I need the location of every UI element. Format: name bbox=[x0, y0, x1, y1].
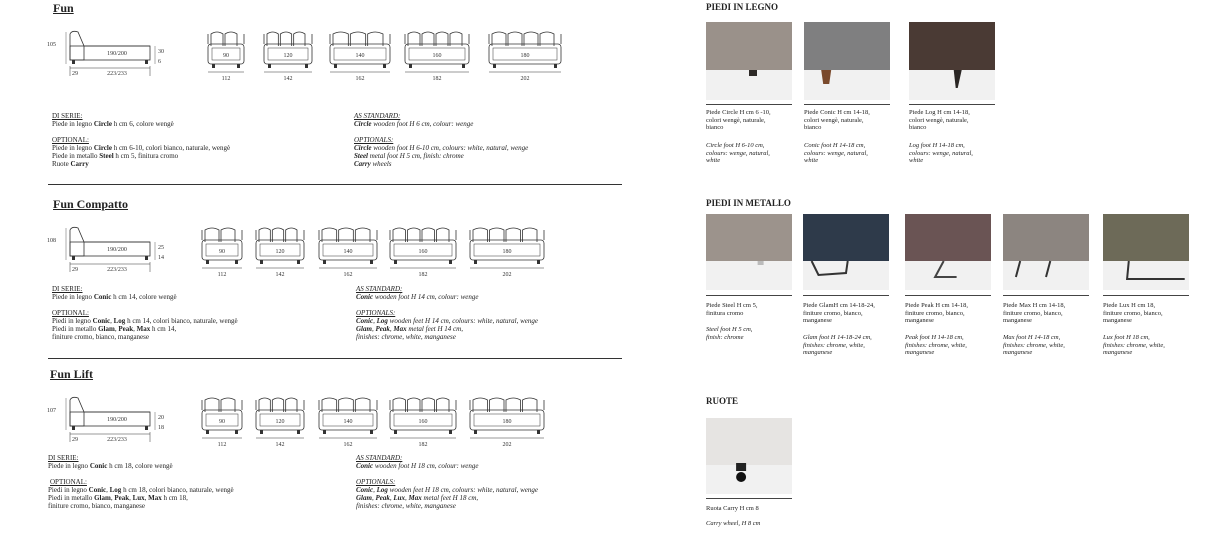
caption-divider bbox=[706, 295, 792, 296]
optional-line-seg: h cm 14, colori bianco, naturale, wengè bbox=[125, 317, 238, 325]
optional-line-seg: Conic bbox=[88, 486, 107, 494]
di-serie-text-seg: Piede in legno bbox=[48, 462, 90, 470]
width-label: 140 bbox=[343, 249, 353, 255]
wood-foot-caption-en bbox=[909, 142, 999, 165]
optional-line-seg: Peak bbox=[118, 325, 134, 333]
metal-foot-caption bbox=[706, 302, 796, 317]
di-serie-text-seg: Piede in legno bbox=[52, 293, 94, 301]
caption-it: colori wengè, naturale, bbox=[706, 116, 766, 124]
dimension-label: 190/200 bbox=[107, 417, 127, 423]
total-width-label: 112 bbox=[221, 76, 231, 82]
caption-it: finiture cromo, bianco, bbox=[1103, 309, 1163, 317]
di-serie-text-seg: h cm 14, colore wengè bbox=[111, 293, 177, 301]
metal-foot-caption-en bbox=[1103, 334, 1193, 357]
as-standard-text bbox=[356, 462, 479, 470]
wheel-photo bbox=[706, 418, 792, 494]
caption-en: manganese bbox=[1003, 349, 1033, 356]
bed-side-drawing bbox=[48, 396, 178, 444]
metal-foot-caption-en bbox=[1003, 334, 1093, 357]
total-width-label: 202 bbox=[502, 442, 512, 448]
total-width-label: 162 bbox=[343, 272, 353, 278]
optionals-line-seg: Circle bbox=[354, 144, 372, 152]
caption-it: Piede Circle H cm 6 -10, bbox=[706, 109, 771, 116]
dimension-label: 29 bbox=[72, 71, 78, 77]
caption-divider bbox=[1103, 295, 1189, 296]
bed-top-drawing bbox=[328, 30, 392, 82]
caption-it: manganese bbox=[803, 317, 832, 324]
optionals-line bbox=[354, 160, 392, 168]
as-standard-text-seg: Circle bbox=[354, 120, 372, 128]
caption-en: finishes: chrome, white, bbox=[803, 341, 865, 349]
caption-it: finitura cromo bbox=[706, 309, 744, 317]
width-label: 120 bbox=[275, 419, 285, 425]
bed-top-drawing bbox=[317, 226, 379, 278]
optional-line-seg: , bbox=[110, 317, 114, 325]
caption-en: white bbox=[909, 157, 924, 164]
optional-line-seg: Piedi in metallo bbox=[52, 325, 99, 333]
total-width-label: 202 bbox=[520, 76, 530, 82]
optional-line: finiture cromo, bianco, manganese bbox=[52, 333, 149, 341]
optional-line-seg: Log bbox=[109, 486, 122, 494]
section-title-wheels: RUOTE bbox=[706, 396, 739, 406]
bed-top-drawing bbox=[262, 30, 314, 82]
optionals-line-seg: Max bbox=[393, 325, 407, 333]
optionals-line-seg: wooden feet H 14 cm, colours: white, natural, wenge bbox=[387, 317, 538, 325]
caption-en: Peak foot H 14-18 cm, bbox=[905, 334, 964, 341]
optional-label: OPTIONAL: bbox=[52, 136, 89, 144]
metal-foot-caption bbox=[905, 302, 995, 325]
optionals-line-seg: Glam bbox=[356, 494, 372, 502]
caption-divider bbox=[804, 104, 890, 105]
caption-en: Steel foot H 5 cm, bbox=[706, 326, 753, 333]
wood-foot-caption bbox=[706, 109, 796, 132]
metal-foot-caption bbox=[1003, 302, 1093, 325]
optionals-line bbox=[354, 144, 528, 152]
dimension-label: 190/200 bbox=[107, 247, 127, 253]
optionals-line-seg: , bbox=[373, 486, 377, 494]
caption-it: finiture cromo, bianco, bbox=[1003, 309, 1063, 317]
caption-en: colours: wenge, natural, bbox=[804, 149, 868, 157]
wood-foot-caption-en bbox=[804, 142, 894, 165]
optional-label: OPTIONAL: bbox=[52, 309, 89, 317]
optionals-line: finishes: chrome, white, manganese bbox=[356, 333, 456, 341]
optional-line-seg: Carry bbox=[70, 160, 89, 168]
metal-foot-caption-en bbox=[706, 326, 796, 341]
optionals-label: OPTIONALS: bbox=[354, 136, 394, 144]
di-serie-text-seg: Conic bbox=[89, 462, 108, 470]
product-title: Fun bbox=[53, 1, 74, 15]
caption-en: Circle foot H 6-10 cm, bbox=[706, 142, 765, 149]
dimension-label: 25 bbox=[158, 245, 164, 251]
dimension-label: 6 bbox=[158, 59, 161, 65]
optional-line-seg: Piedi in legno bbox=[52, 317, 93, 325]
caption-it: finiture cromo, bianco, bbox=[905, 309, 965, 317]
section-divider bbox=[48, 184, 622, 185]
caption-en: finishes: chrome, white, bbox=[1103, 341, 1165, 349]
dimension-label: 223/233 bbox=[107, 267, 127, 273]
width-label: 140 bbox=[343, 419, 353, 425]
total-width-label: 112 bbox=[217, 442, 227, 448]
optional-line-seg: Conic bbox=[92, 317, 111, 325]
optional-line-seg: Lux bbox=[132, 494, 145, 502]
caption-en: colours: wenge, natural, bbox=[706, 149, 770, 157]
caption-divider bbox=[706, 104, 792, 105]
optionals-label: OPTIONALS: bbox=[356, 478, 396, 486]
as-standard-text-seg: wooden foot H 14 cm, colour: wenge bbox=[373, 293, 479, 301]
caption-it: colori wengè, naturale, bbox=[804, 116, 864, 124]
bed-top-drawing bbox=[487, 30, 563, 82]
optional-line-seg: h cm 18, colori bianco, naturale, wengè bbox=[121, 486, 234, 494]
wood-foot-photo bbox=[706, 22, 792, 100]
width-label: 90 bbox=[219, 249, 225, 255]
optional-line-seg: Piedi in metallo bbox=[48, 494, 95, 502]
metal-foot-photo bbox=[905, 214, 991, 290]
total-width-label: 142 bbox=[283, 76, 293, 82]
optionals-line-seg: wheels bbox=[370, 160, 392, 168]
caption-divider bbox=[706, 498, 792, 499]
optional-line-seg: Ruote bbox=[52, 160, 71, 168]
dimension-label: 29 bbox=[72, 267, 78, 273]
optionals-line-seg: Max bbox=[408, 494, 422, 502]
di-serie-label: DI SERIE: bbox=[52, 285, 83, 293]
optional-line-seg: Glam bbox=[98, 325, 115, 333]
caption-it: Piede Peak H cm 14-18, bbox=[905, 302, 969, 309]
optionals-line bbox=[354, 152, 464, 160]
dimension-label: 107 bbox=[47, 408, 56, 414]
optionals-line-seg: Glam bbox=[356, 325, 372, 333]
di-serie-text-seg: Piede in legno bbox=[52, 120, 94, 128]
caption-it: Piede Steel H cm 5, bbox=[706, 302, 758, 309]
caption-divider bbox=[1003, 295, 1089, 296]
caption-en: Lux foot H 18 cm, bbox=[1103, 334, 1150, 341]
metal-foot-caption-en bbox=[803, 334, 893, 357]
optional-line-seg: h cm 5, finitura cromo bbox=[113, 152, 179, 160]
metal-foot-caption bbox=[803, 302, 893, 325]
caption-en: colours: wenge, natural, bbox=[909, 149, 973, 157]
as-standard-text-seg: wooden foot H 6 cm, colour: wenge bbox=[371, 120, 474, 128]
optionals-line-seg: metal feet H 14 cm, bbox=[406, 325, 463, 333]
di-serie-text-seg: Circle bbox=[93, 120, 112, 128]
dimension-label: 190/200 bbox=[107, 51, 127, 57]
optionals-line-seg: , bbox=[389, 494, 394, 502]
bed-top-drawing bbox=[254, 226, 306, 278]
metal-foot-photo bbox=[1103, 214, 1189, 290]
di-serie-text bbox=[52, 293, 177, 301]
caption-it: Piede Log H cm 14-18, bbox=[909, 109, 970, 116]
as-standard-label: AS STANDARD: bbox=[356, 454, 403, 462]
total-width-label: 182 bbox=[418, 442, 428, 448]
optionals-line-seg: Peak bbox=[375, 494, 390, 502]
optionals-line-seg: , bbox=[371, 325, 376, 333]
caption-it: manganese bbox=[905, 317, 934, 324]
dimension-label: 14 bbox=[158, 255, 164, 261]
width-label: 140 bbox=[355, 53, 365, 59]
dimension-label: 108 bbox=[47, 238, 56, 244]
caption-it: bianco bbox=[804, 124, 822, 131]
as-standard-label: AS STANDARD: bbox=[354, 112, 401, 120]
caption-divider bbox=[909, 104, 995, 105]
optional-line bbox=[52, 152, 178, 160]
optionals-line bbox=[356, 494, 478, 502]
total-width-label: 162 bbox=[343, 442, 353, 448]
bed-top-drawing bbox=[200, 226, 244, 278]
caption-en: manganese bbox=[905, 349, 935, 356]
caption-it: manganese bbox=[1003, 317, 1032, 324]
optionals-line-seg: Peak bbox=[375, 325, 390, 333]
optionals-line-seg: Conic bbox=[356, 486, 374, 494]
bed-top-drawing bbox=[468, 396, 546, 448]
bed-side-drawing bbox=[48, 226, 178, 274]
bed-top-drawing bbox=[468, 226, 546, 278]
optional-line bbox=[52, 160, 89, 168]
caption-it: Piede Conic H cm 14-18, bbox=[804, 109, 870, 116]
optionals-line bbox=[356, 317, 538, 325]
caption-en: Conic foot H 14-18 cm, bbox=[804, 142, 866, 149]
optional-line bbox=[52, 325, 176, 333]
total-width-label: 182 bbox=[418, 272, 428, 278]
total-width-label: 182 bbox=[432, 76, 442, 82]
caption-it: Piede GlamH cm 14-18-24, bbox=[803, 302, 875, 309]
caption-divider bbox=[905, 295, 991, 296]
dimension-label: 29 bbox=[72, 437, 78, 443]
optional-line-seg: Piede in legno bbox=[52, 144, 94, 152]
caption-it: Piede Lux H cm 18, bbox=[1103, 302, 1156, 309]
optional-line-seg: Steel bbox=[99, 152, 114, 160]
optional-line bbox=[52, 317, 238, 325]
wood-foot-caption bbox=[909, 109, 999, 132]
optionals-line-seg: , bbox=[389, 325, 394, 333]
caption-it: manganese bbox=[1103, 317, 1132, 324]
width-label: 180 bbox=[502, 249, 512, 255]
wood-foot-caption bbox=[804, 109, 894, 132]
dimension-label: 18 bbox=[158, 425, 164, 431]
di-serie-text-seg: h cm 6, colore wengè bbox=[111, 120, 174, 128]
optional-line-seg: , bbox=[144, 494, 149, 502]
total-width-label: 142 bbox=[275, 442, 285, 448]
bed-side-drawing bbox=[48, 30, 178, 78]
as-standard-label: AS STANDARD: bbox=[356, 285, 403, 293]
bed-top-drawing bbox=[317, 396, 379, 448]
optionals-line: finishes: chrome, white, manganese bbox=[356, 502, 456, 510]
product-title: Fun Lift bbox=[50, 367, 94, 381]
as-standard-text bbox=[354, 120, 473, 128]
caption-en: manganese bbox=[803, 349, 833, 356]
total-width-label: 142 bbox=[275, 272, 285, 278]
optional-line: finiture cromo, bianco, manganese bbox=[48, 502, 145, 510]
section-divider bbox=[48, 358, 622, 359]
optionals-line-seg: Conic bbox=[356, 317, 374, 325]
as-standard-text-seg: Conic bbox=[356, 293, 374, 301]
optionals-line-seg: , bbox=[373, 317, 377, 325]
width-label: 120 bbox=[283, 53, 293, 59]
optionals-line-seg: wooden foot H 6-10 cm, colours: white, natural, wenge bbox=[371, 144, 529, 152]
optional-line-seg: , bbox=[110, 494, 115, 502]
width-label: 160 bbox=[432, 53, 442, 59]
optional-line bbox=[48, 486, 234, 494]
optionals-line-seg: Lux bbox=[393, 494, 406, 502]
caption-en: manganese bbox=[1103, 349, 1133, 356]
section-title-metal-feet: PIEDI IN METALLO bbox=[706, 198, 791, 208]
caption-divider bbox=[803, 295, 889, 296]
optional-line-seg: Glam bbox=[94, 494, 111, 502]
width-label: 120 bbox=[275, 249, 285, 255]
di-serie-label: DI SERIE: bbox=[52, 112, 83, 120]
optionals-line-seg: Log bbox=[376, 317, 388, 325]
optionals-line bbox=[356, 325, 463, 333]
total-width-label: 112 bbox=[217, 272, 227, 278]
wood-foot-photo bbox=[909, 22, 995, 100]
di-serie-text-seg: Conic bbox=[93, 293, 112, 301]
bed-top-drawing bbox=[254, 396, 306, 448]
width-label: 90 bbox=[223, 53, 229, 59]
wood-foot-photo bbox=[804, 22, 890, 100]
di-serie-label: DI SERIE: bbox=[48, 454, 79, 462]
dimension-label: 30 bbox=[158, 49, 164, 55]
optional-line-seg: h cm 18, bbox=[161, 494, 188, 502]
optionals-line-seg: Steel bbox=[354, 152, 368, 160]
bed-top-drawing bbox=[388, 226, 458, 278]
dimension-label: 20 bbox=[158, 415, 164, 421]
bed-top-drawing bbox=[200, 396, 244, 448]
caption-it: finiture cromo, bianco, bbox=[803, 309, 863, 317]
width-label: 180 bbox=[502, 419, 512, 425]
as-standard-text bbox=[356, 293, 479, 301]
metal-foot-photo bbox=[706, 214, 792, 290]
optional-line-seg: , bbox=[106, 486, 110, 494]
metal-foot-photo bbox=[803, 214, 889, 290]
optionals-label: OPTIONALS: bbox=[356, 309, 396, 317]
optionals-line-seg: Log bbox=[376, 486, 388, 494]
caption-en: finishes: chrome, white, bbox=[905, 341, 967, 349]
optionals-line-seg: , bbox=[371, 494, 376, 502]
total-width-label: 162 bbox=[355, 76, 365, 82]
optionals-line-seg: , bbox=[405, 494, 409, 502]
metal-foot-caption-en bbox=[905, 334, 995, 357]
optionals-line-seg: Carry bbox=[354, 160, 371, 168]
caption-en: Log foot H 14-18 cm, bbox=[909, 142, 965, 149]
optional-line-seg: , bbox=[133, 325, 137, 333]
metal-foot-caption bbox=[1103, 302, 1193, 325]
width-label: 180 bbox=[520, 53, 530, 59]
optional-line bbox=[52, 144, 230, 152]
optional-line bbox=[48, 494, 188, 502]
total-width-label: 202 bbox=[502, 272, 512, 278]
optional-line-seg: Peak bbox=[114, 494, 130, 502]
di-serie-text bbox=[48, 462, 173, 470]
optionals-line-seg: metal feet H 18 cm, bbox=[421, 494, 479, 502]
optional-line-seg: h cm 6-10, colori bianco, naturale, wengè bbox=[111, 144, 231, 152]
di-serie-text bbox=[52, 120, 174, 128]
optional-label: OPTIONAL: bbox=[50, 478, 87, 486]
optional-line-seg: Max bbox=[136, 325, 151, 333]
caption-en: white bbox=[706, 157, 721, 164]
caption-en: Glam foot H 14-18-24 cm, bbox=[803, 334, 872, 341]
width-label: 90 bbox=[219, 419, 225, 425]
wheel-caption-en: Carry wheel, H 8 cm bbox=[706, 520, 761, 527]
optional-line-seg: Piede in metallo bbox=[52, 152, 100, 160]
caption-it: colori wengè, naturale, bbox=[909, 116, 969, 124]
optionals-line-seg: metal foot H 5 cm, finish: chrome bbox=[368, 152, 464, 160]
wheel-caption-it: Ruota Carry H cm 8 bbox=[706, 505, 759, 512]
width-label: 160 bbox=[418, 249, 428, 255]
as-standard-text-seg: wooden foot H 18 cm, colour: wenge bbox=[373, 462, 479, 470]
optional-line-seg: , bbox=[114, 325, 119, 333]
section-title-wood-feet: PIEDI IN LEGNO bbox=[706, 2, 779, 12]
optional-line-seg: Log bbox=[113, 317, 126, 325]
optional-line-seg: Max bbox=[148, 494, 162, 502]
caption-it: bianco bbox=[706, 124, 724, 131]
caption-en: white bbox=[804, 157, 819, 164]
di-serie-text-seg: h cm 18, colore wengè bbox=[107, 462, 173, 470]
wood-foot-caption-en bbox=[706, 142, 796, 165]
optional-line-seg: Piedi in legno bbox=[48, 486, 89, 494]
dimension-label: 223/233 bbox=[107, 437, 127, 443]
optionals-line bbox=[356, 486, 538, 494]
product-title: Fun Compatto bbox=[53, 197, 129, 211]
caption-it: bianco bbox=[909, 124, 927, 131]
optional-line-seg: Circle bbox=[93, 144, 112, 152]
dimension-label: 223/233 bbox=[107, 71, 127, 77]
width-label: 160 bbox=[418, 419, 428, 425]
caption-en: Max foot H 14-18 cm, bbox=[1003, 334, 1061, 341]
as-standard-text-seg: Conic bbox=[356, 462, 374, 470]
bed-top-drawing bbox=[403, 30, 471, 82]
bed-top-drawing bbox=[388, 396, 458, 448]
bed-top-drawing bbox=[206, 30, 246, 82]
caption-en: finishes: chrome, white, bbox=[1003, 341, 1065, 349]
optional-line-seg: h cm 14, bbox=[150, 325, 177, 333]
caption-en: finish: chrome bbox=[706, 333, 744, 341]
metal-foot-photo bbox=[1003, 214, 1089, 290]
dimension-label: 105 bbox=[47, 42, 56, 48]
optionals-line-seg: wooden feet H 18 cm, colours: white, natural, wenge bbox=[387, 486, 538, 494]
optional-line-seg: , bbox=[129, 494, 133, 502]
caption-it: Piede Max H cm 14-18, bbox=[1003, 302, 1066, 309]
